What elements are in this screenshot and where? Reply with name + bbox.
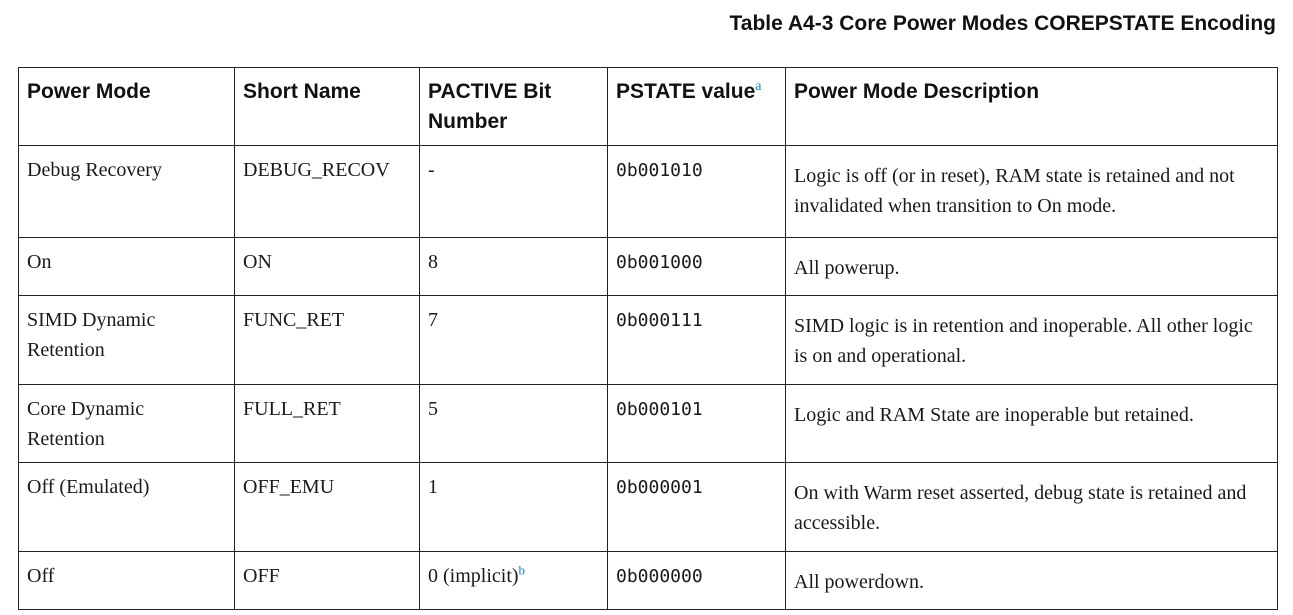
footnote-link-a[interactable]: a xyxy=(755,79,762,94)
cell-pstate: 0b000000 xyxy=(608,552,786,610)
cell-description: On with Warm reset asserted, debug state is retained and accessible. xyxy=(786,463,1278,552)
cell-description: Logic and RAM State are inoperable but retained. xyxy=(786,385,1278,463)
cell-pstate: 0b000001 xyxy=(608,463,786,552)
cell-pstate: 0b000111 xyxy=(608,296,786,385)
cell-pactive: 7 xyxy=(420,296,608,385)
cell-short-name: FULL_RET xyxy=(235,385,420,463)
cell-description: Logic is off (or in reset), RAM state is retained and not invalidated when transition to On mode. xyxy=(786,146,1278,238)
header-pstate-label: PSTATE value xyxy=(616,80,756,103)
header-pstate-value xyxy=(608,68,786,146)
cell-short-name: DEBUG_RECOV xyxy=(235,146,420,238)
table-row xyxy=(19,146,1278,238)
table-row xyxy=(19,238,1278,296)
cell-pactive xyxy=(420,552,608,610)
cell-pactive: - xyxy=(420,146,608,238)
cell-short-name: FUNC_RET xyxy=(235,296,420,385)
cell-description: All powerdown. xyxy=(786,552,1278,610)
cell-power-mode: Core Dynamic Retention xyxy=(19,385,235,463)
cell-pstate: 0b001000 xyxy=(608,238,786,296)
table-row xyxy=(19,463,1278,552)
header-pactive-bit-number: PACTIVE Bit Number xyxy=(420,68,608,146)
cell-pactive: 8 xyxy=(420,238,608,296)
cell-pactive: 1 xyxy=(420,463,608,552)
cell-power-mode: SIMD Dynamic Retention xyxy=(19,296,235,385)
cell-power-mode: Off (Emulated) xyxy=(19,463,235,552)
cell-short-name: ON xyxy=(235,238,420,296)
cell-power-mode: On xyxy=(19,238,235,296)
cell-description: All powerup. xyxy=(786,238,1278,296)
header-short-name: Short Name xyxy=(235,68,420,146)
cell-description: SIMD logic is in retention and inoperable. All other logic is on and operational. xyxy=(786,296,1278,385)
power-modes-table xyxy=(18,67,1278,610)
table-row xyxy=(19,385,1278,463)
cell-pstate: 0b000101 xyxy=(608,385,786,463)
table-header-row xyxy=(19,68,1278,146)
cell-power-mode: Off xyxy=(19,552,235,610)
cell-pactive-value: 0 (implicit) xyxy=(428,565,519,587)
cell-pstate: 0b001010 xyxy=(608,146,786,238)
table-row xyxy=(19,296,1278,385)
header-power-mode: Power Mode xyxy=(19,68,235,146)
table-row xyxy=(19,552,1278,610)
cell-pactive: 5 xyxy=(420,385,608,463)
footnote-link-b[interactable]: b xyxy=(518,562,526,578)
table-caption: Table A4-3 Core Power Modes COREPSTATE Encoding xyxy=(729,12,1276,35)
cell-power-mode: Debug Recovery xyxy=(19,146,235,238)
cell-short-name: OFF_EMU xyxy=(235,463,420,552)
header-power-mode-description: Power Mode Description xyxy=(786,68,1278,146)
cell-short-name: OFF xyxy=(235,552,420,610)
